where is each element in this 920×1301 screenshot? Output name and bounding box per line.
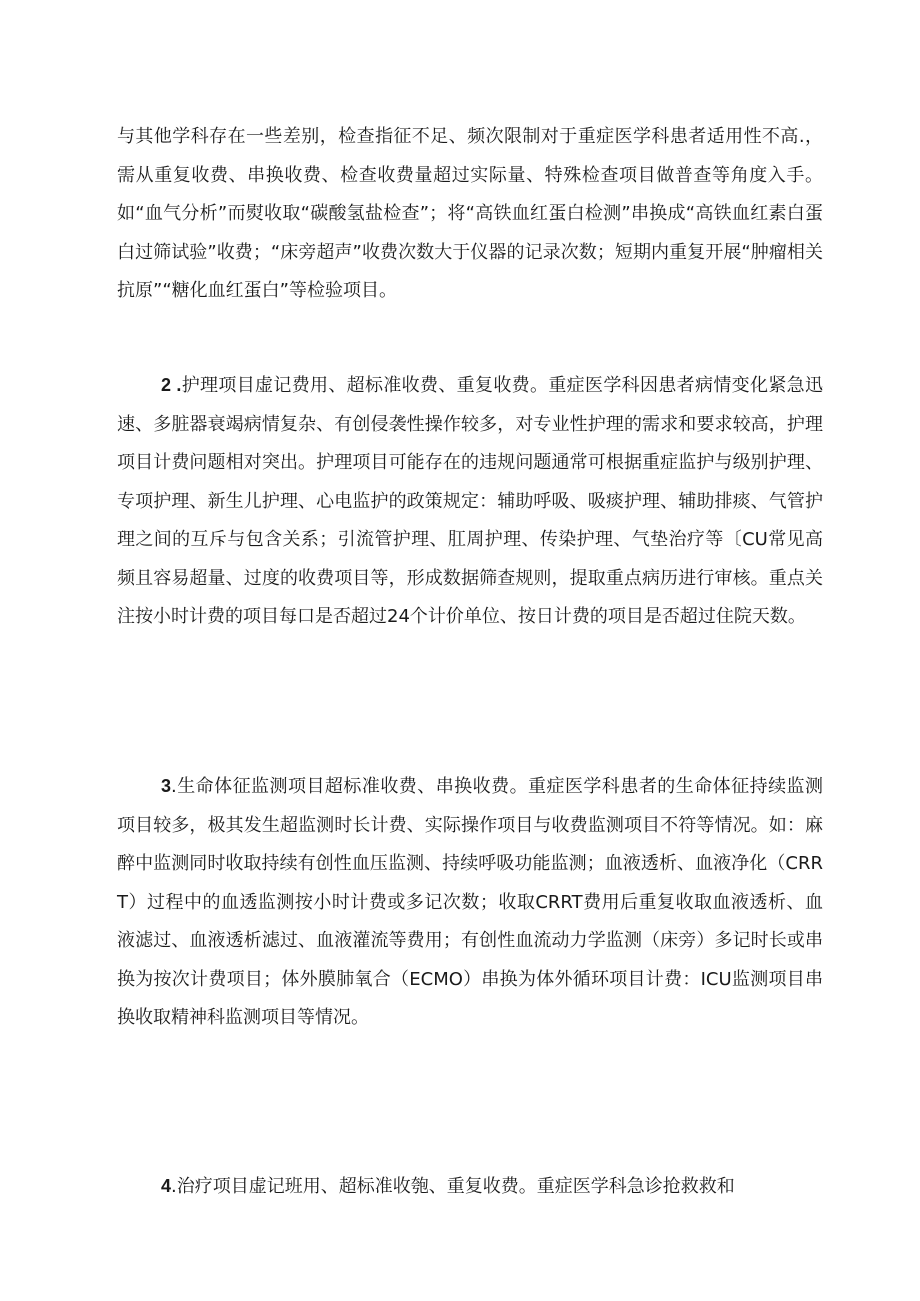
paragraph-3-text: .生命体征监测项目超标准收费、串换收费。重症医学科患者的生命体征持续监测项目较多，极其发生超监测时长计费、实际操作项目与收费监测项目不符等情况。如：麻醉中监测同时收取持续有创性血压监测、持续呼吸功能监测；血液透析、血液净化（CRRT）过程中的血透监测按小时计费或多记次数；收取CRRT费用后重复收取血液透析、血液滤过、血液透析滤过、血液灌流等费用；有创性血流动力学监测（床旁）多记时长或串换为按次计费项目；体外膜肺氧合（ECMO）串换为体外循环项目计费：ICU监测项目串换收取精神科监测项目等情况。 [117, 776, 823, 1028]
paragraph-4 [117, 1167, 823, 1207]
paragraph-3 [117, 767, 823, 1038]
paragraph-1 [117, 118, 823, 311]
paragraph-2-text: 护理项目虚记费用、超标准收费、重复收费。重症医学科因患者病情变化紧急迅速、多脏器衰竭病情复杂、有创侵袭性操作较多，对专业性护理的需求和要求较高，护理项目计费问题相对突出。护理项目可能存在的违规问题通常可根据重症监护与级别护理、专项护理、新生儿护理、心电监护的政策规定：辅助呼吸、吸痰护理、辅助排痰、气管护理之间的互斥与包含关系；引流管护理、肛周护理、传染护理、气垫治疗等〔CU常见高频且容易超量、过度的收费项目等，形成数据筛查规则，提取重点病历进行审核。重点关注按小时计费的项目每口是否超过24个计价单位、按日计费的项目是否超过住院天数。 [117, 375, 824, 627]
paragraph-4-number: 4 [161, 1176, 172, 1196]
paragraph-2-number: 2 . [161, 375, 182, 395]
paragraph-2 [117, 366, 823, 637]
paragraph-3-number: 3 [161, 776, 172, 796]
paragraph-4-text: .治疗项目虚记班用、超标准收匏、重复收费。重症医学科急诊抢救救和 [171, 1176, 735, 1197]
paragraph-1-text: 与其他学科存在一些差别，检查指征不足、频次限制对于重症医学科患者适用性不高.，需从重复收费、串换收费、检查收费量超过实际量、特殊检查项目做普查等角度入手。如“血气分析”而熨收取“碳酸氢盐检查”；将“高铁血红蛋白检测”串换成“高铁血红素白蛋白过筛试验”收费；“床旁超声”收费次数大于仪器的记录次数；短期内重复开展“肿瘤相关抗原”“糖化血红蛋白”等检验项目。 [117, 126, 823, 301]
